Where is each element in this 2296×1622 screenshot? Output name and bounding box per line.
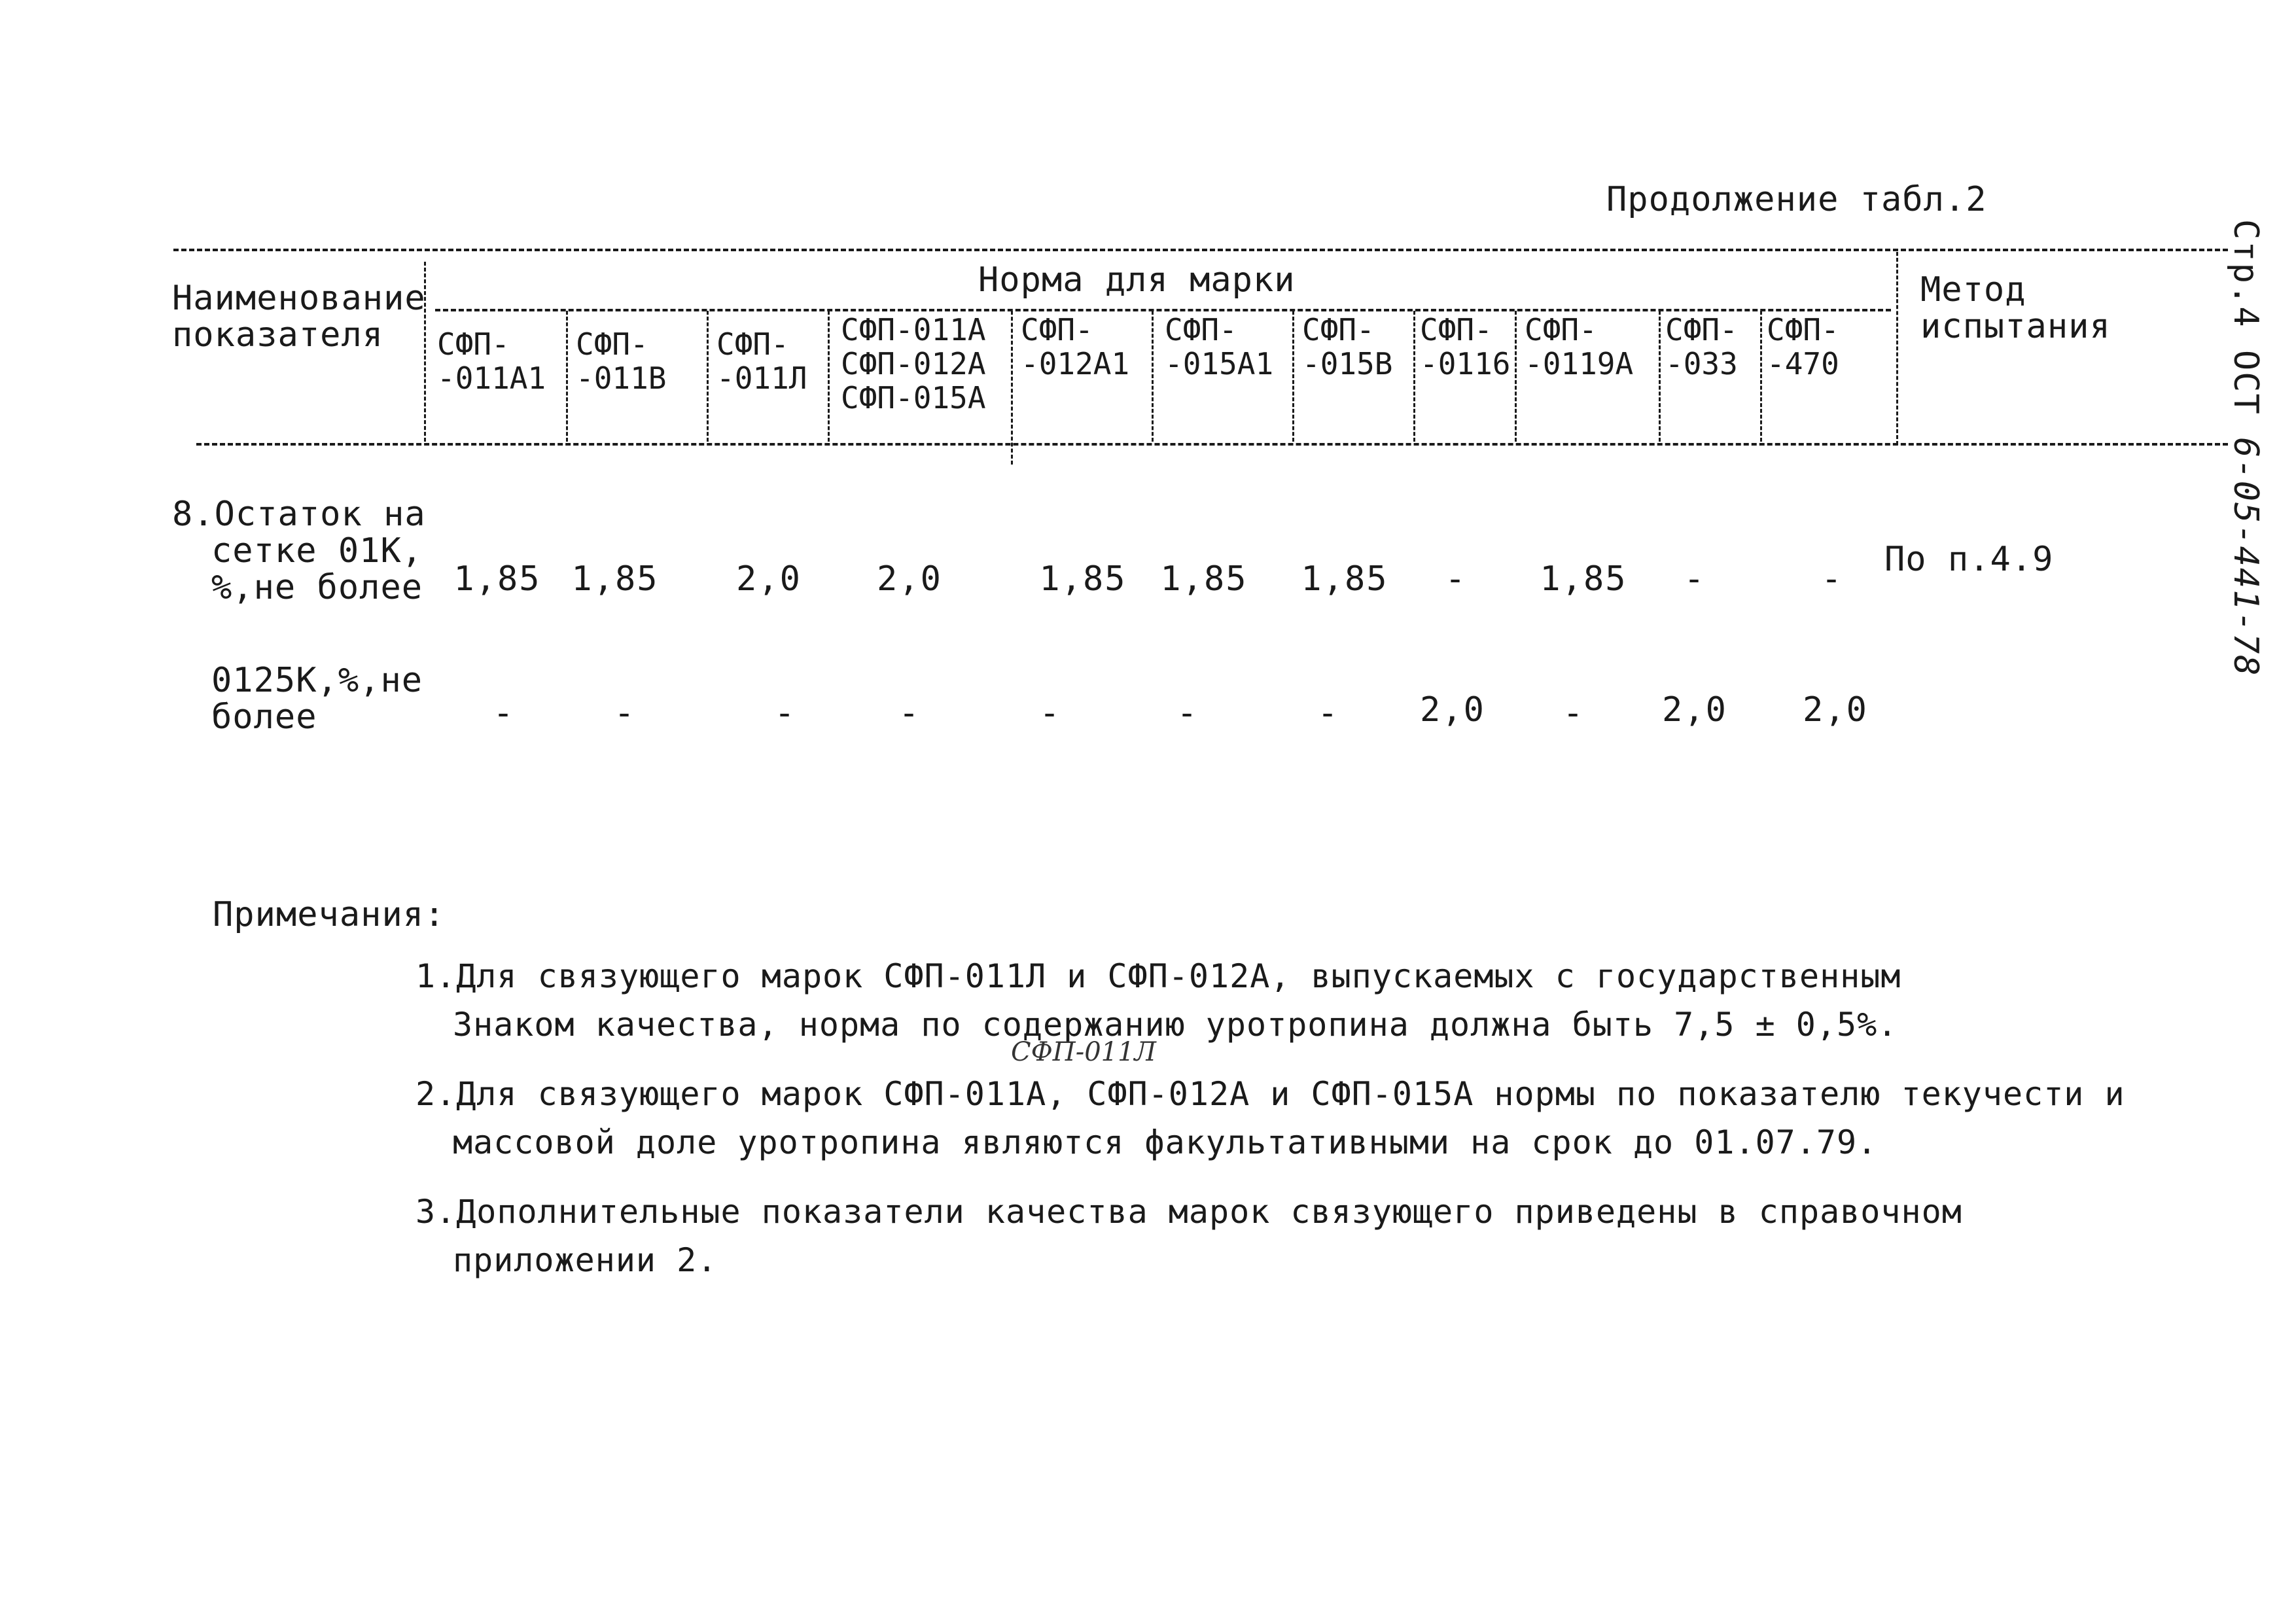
column-header-method	[1920, 272, 2111, 345]
col-separator	[1413, 311, 1415, 442]
row-name-line: более	[211, 697, 317, 737]
column-header-line: показателя	[172, 315, 384, 355]
page-reference	[2226, 219, 2265, 677]
column-header-line: испытания	[1920, 307, 2111, 346]
table-cell: -	[1176, 694, 1199, 733]
table-cell: 1,85	[453, 559, 541, 599]
grade-header: СФП- -015А1	[1165, 312, 1274, 381]
col-separator	[828, 311, 830, 442]
table-cell: -	[1445, 559, 1467, 599]
col-separator	[566, 311, 568, 442]
table-cell: 2,0	[1662, 690, 1727, 730]
grade-header: СФП- -0116	[1420, 312, 1511, 381]
notes-title: Примечания:	[213, 895, 446, 934]
table-header-bottom-rule	[196, 443, 2228, 446]
page-reference-handwritten: 6-05-441-78	[2226, 437, 2265, 677]
note-line: Знаком качества, норма по содержанию уротропина должна быть 7,5 ± 0,5%.	[453, 1006, 1898, 1044]
grade-header: СФП- -0119А	[1525, 312, 1634, 381]
table-cell: 1,85	[1540, 559, 1627, 599]
grade-header: СФП- -470	[1767, 312, 1839, 381]
note-line: приложении 2.	[453, 1241, 718, 1279]
grade-header: СФП- -011Л	[716, 326, 807, 396]
row-indicator-name	[172, 496, 426, 606]
column-header-line: Наименование	[172, 279, 426, 318]
table-cell: 2,0	[1803, 690, 1868, 730]
table-cell: 1,85	[1039, 559, 1127, 599]
table-cell: 1,85	[571, 559, 659, 599]
table-cell: -	[1039, 694, 1061, 733]
row-name-line: сетке 01К,	[211, 531, 423, 571]
row-indicator-name	[211, 662, 423, 735]
table-cell: 1,85	[1160, 559, 1248, 599]
table-cell: 2,0	[877, 559, 942, 599]
row-name-line: 0125К,%,не	[211, 661, 423, 700]
note-line: 1.Для связующего марок СФП-011Л и СФП-012А, выпускаемых с государственным	[415, 957, 1901, 995]
col-separator	[1152, 311, 1154, 442]
grades-header-rule	[435, 309, 1891, 311]
col-separator	[1011, 311, 1013, 465]
note-item	[415, 1070, 2125, 1167]
note-item	[415, 1188, 1962, 1284]
table-cell: -	[614, 694, 636, 733]
table-cell: -	[1821, 559, 1843, 599]
note-item	[415, 952, 1901, 1049]
table-cell: -	[1317, 694, 1339, 733]
grade-header: СФП- -011А1	[437, 326, 546, 396]
col-separator-method	[1896, 252, 1898, 445]
table-cell: 1,85	[1301, 559, 1388, 599]
row-name-line: 8.Остаток на	[172, 495, 426, 534]
col-separator	[707, 311, 709, 442]
col-separator	[1292, 311, 1294, 442]
row-name-line: %,не более	[211, 568, 423, 607]
table-cell: -	[493, 694, 515, 733]
page-reference-text: Стр.4 ОСТ	[2226, 219, 2265, 415]
handwritten-insert: СФП-011Л	[1011, 1037, 1156, 1067]
column-header-norm: Норма для марки	[978, 260, 1296, 300]
table-cell: 2,0	[1420, 690, 1485, 730]
grade-header: СФП- -011В	[576, 326, 667, 396]
col-separator	[1760, 311, 1762, 442]
grade-header: СФП- -033	[1665, 312, 1738, 381]
table-top-rule	[173, 249, 2228, 251]
grade-header: СФП- -015В	[1302, 312, 1393, 381]
table-cell: -	[774, 694, 796, 733]
table-continuation-label: Продолжение табл.2	[1606, 180, 1987, 219]
note-line: массовой доле уротропина являются факультативными на срок до 01.07.79.	[453, 1123, 1878, 1161]
grade-header: СФП- -012А1	[1021, 312, 1130, 381]
table-cell: 2,0	[736, 559, 802, 599]
note-line: 3.Дополнительные показатели качества марок связующего приведены в справочном	[415, 1193, 1962, 1231]
col-separator	[1515, 311, 1517, 442]
table-cell: -	[1684, 559, 1706, 599]
table-cell: -	[898, 694, 921, 733]
grade-header: СФП-011А СФП-012А СФП-015А	[841, 312, 986, 415]
column-header-indicator	[172, 280, 426, 353]
table-cell: -	[1563, 694, 1585, 733]
column-header-line: Метод	[1920, 270, 2026, 309]
row-method: По п.4.9	[1884, 540, 2054, 579]
col-separator	[1659, 311, 1661, 442]
note-line: 2.Для связующего марок СФП-011А, СФП-012А и СФП-015А нормы по показателю текучести и	[415, 1075, 2125, 1113]
